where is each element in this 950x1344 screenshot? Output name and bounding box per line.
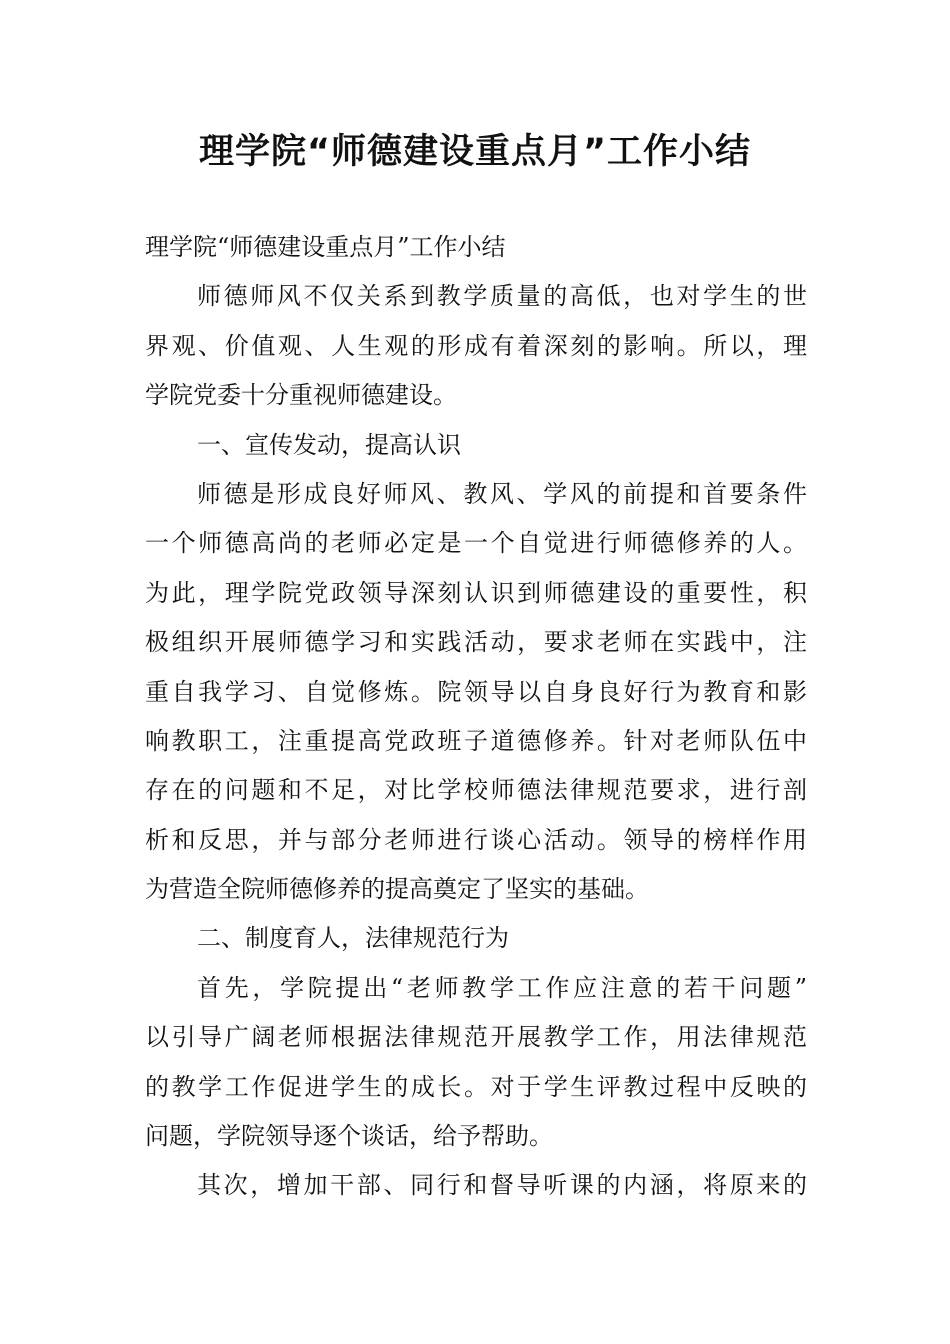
- subtitle-line: 理学院“师德建设重点月”工作小结: [145, 233, 506, 261]
- paragraph-line: 存在的问题和不足，对比学校师德法律规范要求，进行剖: [145, 776, 807, 805]
- paragraph-line: 响教职工，注重提高党政班子道德修养。针对老师队伍中: [145, 726, 807, 755]
- document-body: [145, 223, 807, 1211]
- paragraph-line: 的教学工作促进学生的成长。对于学生评教过程中反映的: [145, 1072, 807, 1101]
- paragraph-line: 为此，理学院党政领导深刻认识到师德建设的重要性，积: [145, 578, 807, 607]
- paragraph-line: 其次，增加干部、同行和督导听课的内涵，将原来的: [197, 1171, 807, 1200]
- paragraph-line: 为营造全院师德修养的提高奠定了坚实的基础。: [145, 875, 649, 904]
- paragraph-line: 师德师风不仅关系到教学质量的高低，也对学生的世: [197, 282, 807, 311]
- paragraph-line: 界观、价值观、人生观的形成有着深刻的影响。所以，理: [145, 331, 807, 360]
- section-heading: 一、宣传发动，提高认识: [197, 430, 461, 459]
- paragraph-line: 问题，学院领导逐个谈话，给予帮助。: [145, 1122, 553, 1151]
- paragraph-line: 一个师德高尚的老师必定是一个自觉进行师德修养的人。: [145, 529, 807, 558]
- paragraph-line: 以引导广阔老师根据法律规范开展教学工作，用法律规范: [145, 1023, 807, 1052]
- paragraph-line: 学院党委十分重视师德建设。: [145, 381, 457, 410]
- paragraph-line: 首先，学院提出“老师教学工作应注意的若干问题”: [197, 973, 807, 1002]
- paragraph-line: 重自我学习、自觉修炼。院领导以自身良好行为教育和影: [145, 677, 807, 706]
- paragraph-line: 极组织开展师德学习和实践活动，要求老师在实践中，注: [145, 628, 807, 657]
- paragraph-line: 师德是形成良好师风、教风、学风的前提和首要条件: [197, 479, 807, 508]
- paragraph-line: 析和反思，并与部分老师进行谈心活动。领导的榜样作用: [145, 825, 807, 854]
- document-title: 理学院“师德建设重点月”工作小结: [198, 132, 751, 172]
- section-heading: 二、制度育人，法律规范行为: [197, 924, 509, 953]
